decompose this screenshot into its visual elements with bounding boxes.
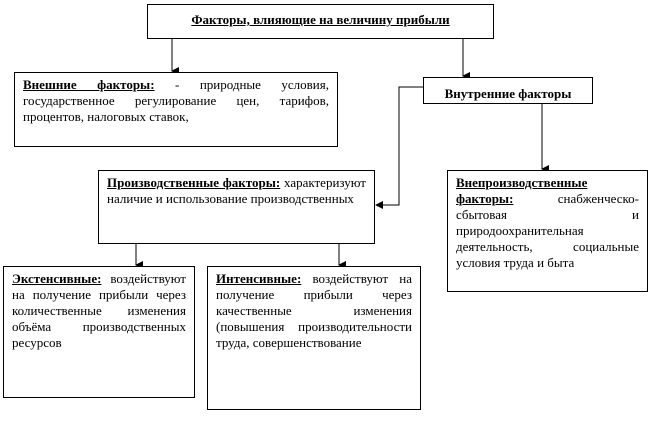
extensive-factors-box [3, 266, 195, 398]
diagram-title-box [147, 4, 494, 39]
external-factors-text: - природные условия, государственное регулирование цен, тарифов, процентов, налоговых ставок, [23, 77, 329, 124]
nonproduction-factors-text: снабженческо-сбытовая и природоохранительная деятельность, социальные условия труда и быта [456, 191, 639, 270]
arrow-internal-to-production [376, 87, 423, 205]
production-factors-heading: Производственные факторы: [107, 175, 281, 190]
external-factors-heading: Внешние факторы: [23, 77, 155, 92]
intensive-factors-box [207, 266, 421, 410]
internal-factors-box [423, 77, 593, 104]
intensive-factors-text: воздействуют на получение прибыли через качественные изменения (повышения производительности труда, совершенствование [216, 271, 412, 350]
extensive-factors-heading: Экстенсивные: [12, 271, 102, 286]
internal-factors-heading: Внутренние факторы [444, 86, 572, 101]
extensive-factors-text: воздействуют на получение прибыли через количественные изменения объёма производственных ресурсов [12, 271, 186, 350]
production-factors-box [98, 170, 375, 244]
nonproduction-factors-box [447, 170, 648, 292]
diagram-title: Факторы, влияющие на величину прибыли [191, 12, 450, 27]
nonproduction-factors-heading: Внепроизводственные факторы: [456, 175, 588, 206]
intensive-factors-heading: Интенсивные: [216, 271, 302, 286]
production-factors-text: характеризуют наличие и использование производственных [107, 175, 366, 206]
external-factors-box [14, 72, 338, 147]
